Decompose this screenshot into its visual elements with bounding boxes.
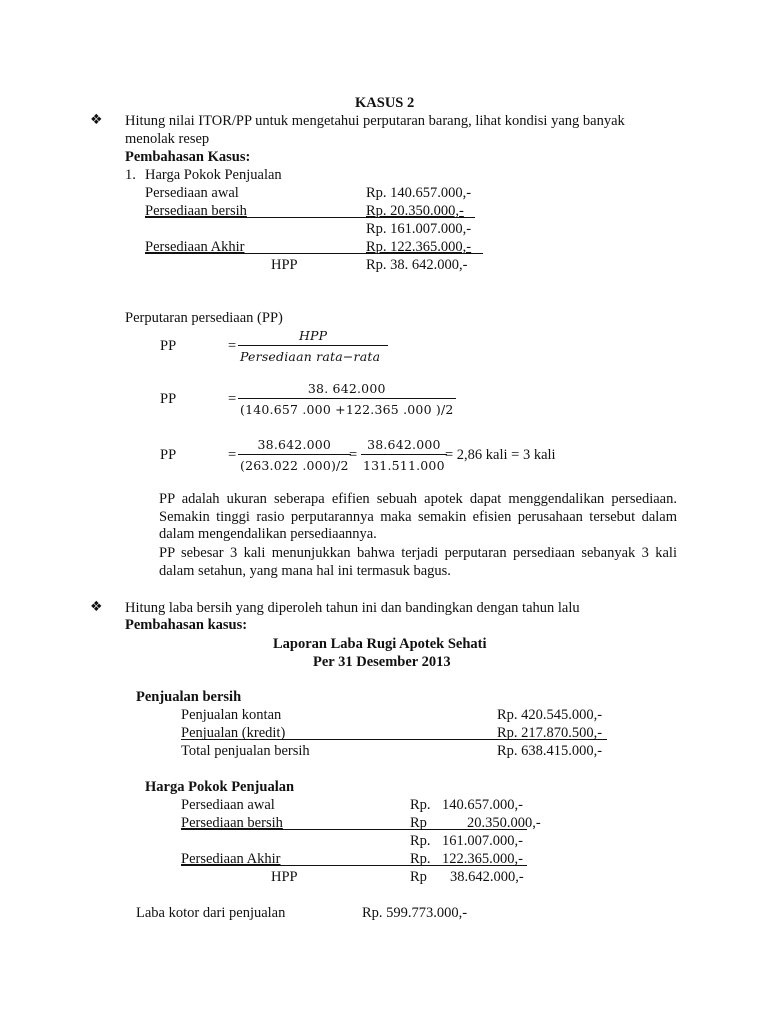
pp-heading: Perputaran persediaan (PP) — [125, 310, 283, 326]
hpp-total-label: HPP — [271, 257, 298, 273]
fraction-denominator: 131.511.000 — [361, 454, 447, 473]
hpp-total-label: HPP — [271, 869, 298, 885]
fraction-numerator: HPP — [298, 328, 328, 343]
fraction-average — [238, 381, 456, 417]
penjualan-heading: Penjualan bersih — [136, 689, 242, 705]
hpp-row-currency: Rp — [410, 869, 427, 885]
hpp-row-currency: Rp. — [410, 797, 431, 813]
equals-sign: = — [228, 391, 237, 407]
fraction-numerator: 38. 642.000 — [307, 381, 386, 396]
penjualan-total-label: Total penjualan bersih — [181, 743, 310, 759]
hpp-total-value: 38.642.000,- — [450, 869, 524, 885]
sum-rule — [145, 217, 475, 218]
penjualan-row-label: Penjualan kontan — [181, 707, 282, 723]
fraction-numerator: 38.642.000 — [257, 437, 332, 452]
sum-rule — [145, 253, 483, 254]
fraction-denominator: Persediaan rata−rata — [238, 345, 388, 364]
hpp-row-label: Persediaan awal — [181, 797, 275, 813]
list-item-title: Harga Pokok Penjualan — [145, 167, 282, 183]
diamond-bullet-icon: ❖ — [90, 599, 103, 615]
penjualan-row-value: Rp. 217.870.500,- — [497, 725, 603, 741]
fraction-hpp — [238, 328, 388, 364]
formula-result: = 2,86 kali = 3 kali — [445, 447, 556, 463]
hpp-total-value: Rp. 38. 642.000,- — [366, 257, 468, 273]
hpp-row-value: Rp. 161.007.000,- — [366, 221, 472, 237]
page-title: KASUS 2 — [355, 95, 415, 111]
hpp-row-label: Persediaan bersih — [145, 203, 247, 219]
hpp-row-value: Rp. 20.350.000,- — [366, 203, 464, 219]
explanation-paragraph: PP adalah ukuran seberapa efifien sebuah apotek dapat menggendalikan persediaan. Semakin tinggi rasio perputarannya maka semakin efisien perusahaan tersebut dalam dalam mengendalikan persediaannya. — [159, 491, 677, 542]
hpp-row-value: Rp. 140.657.000,- — [366, 185, 472, 201]
hpp-row-currency: Rp. — [410, 851, 431, 867]
hpp-row-value: Rp. 122.365.000,- — [366, 239, 472, 255]
hpp-row-label: Persediaan Akhir — [145, 239, 245, 255]
sum-rule — [181, 865, 527, 866]
equals-sign: = — [228, 338, 237, 354]
fraction-denominator: (140.657 .000 +122.365 .000 )/2 — [238, 398, 456, 417]
fraction-denominator: (263.022 .000)/2 — [238, 454, 351, 473]
list-number: 1. — [125, 167, 136, 183]
hpp-row-currency: Rp. — [410, 833, 431, 849]
penjualan-row-value: Rp. 420.545.000,- — [497, 707, 603, 723]
equals-sign: = — [228, 447, 237, 463]
hpp-row-value: 122.365.000,- — [442, 851, 523, 867]
section-heading: Pembahasan kasus: — [125, 617, 248, 633]
report-date: Per 31 Desember 2013 — [313, 654, 451, 670]
formula-lhs: PP — [160, 391, 177, 407]
sum-rule — [181, 829, 527, 830]
section-heading: Pembahasan Kasus: — [125, 149, 251, 165]
hpp-row-label: Persediaan Akhir — [181, 851, 281, 867]
penjualan-row-label: Penjualan (kredit) — [181, 725, 286, 741]
fraction-numerator: 38.642.000 — [367, 437, 441, 452]
bullet1-text-line1: Hitung nilai ITOR/PP untuk mengetahui perputaran barang, lihat kondisi yang banyak — [125, 113, 625, 129]
fraction-simplified — [361, 437, 447, 473]
formula-lhs: PP — [160, 447, 177, 463]
hpp-heading: Harga Pokok Penjualan — [145, 779, 295, 795]
hpp-row-label: Persediaan awal — [145, 185, 239, 201]
penjualan-total-value: Rp. 638.415.000,- — [497, 743, 603, 759]
hpp-row-value: 140.657.000,- — [442, 797, 523, 813]
diamond-bullet-icon: ❖ — [90, 112, 103, 128]
hpp-row-label: Persediaan bersih — [181, 815, 283, 831]
formula-lhs: PP — [160, 338, 177, 354]
fraction-sum — [238, 437, 351, 473]
laba-kotor-value: Rp. 599.773.000,- — [362, 905, 468, 921]
hpp-row-value: 161.007.000,- — [442, 833, 523, 849]
explanation-paragraph: PP sebesar 3 kali menunjukkan bahwa terjadi perputaran persediaan sebanyak 3 kali dalam setahun, yang mana hal ini termasuk bagus. — [159, 545, 677, 579]
report-title: Laporan Laba Rugi Apotek Sehati — [273, 636, 487, 652]
equals-sign: = — [349, 447, 358, 463]
hpp-row-currency: Rp — [410, 815, 427, 831]
bullet2-text: Hitung laba bersih yang diperoleh tahun ini dan bandingkan dengan tahun lalu — [125, 600, 580, 616]
bullet1-text-line2: menolak resep — [125, 131, 210, 147]
hpp-row-value: 20.350.000,- — [467, 815, 541, 831]
laba-kotor-label: Laba kotor dari penjualan — [136, 905, 286, 921]
sum-rule — [181, 739, 607, 740]
